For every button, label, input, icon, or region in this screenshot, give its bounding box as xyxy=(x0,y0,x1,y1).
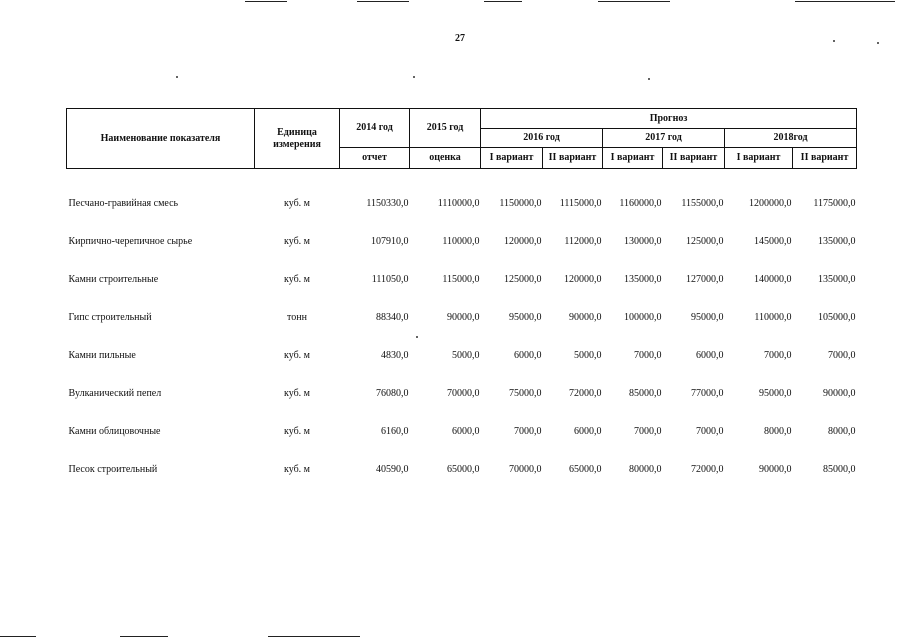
row-value-cell: 90000,0 xyxy=(759,463,792,475)
row-indicator-name: Песок строительный xyxy=(68,463,158,475)
row-value-cell: 40590,0 xyxy=(376,463,409,475)
row-value-cell: 88340,0 xyxy=(376,311,409,323)
row-indicator-name: Камни пильные xyxy=(68,349,136,361)
header-year-2015: 2015 год xyxy=(410,109,481,148)
row-indicator-name: Гипс строительный xyxy=(68,311,152,323)
header-forecast: Прогноз xyxy=(481,109,857,129)
row-value-cell: 72000,0 xyxy=(569,387,602,399)
row-value-cell: 8000,0 xyxy=(764,425,792,437)
scan-artifact-line xyxy=(268,636,360,637)
row-unit: куб. м xyxy=(283,387,310,399)
row-unit: куб. м xyxy=(283,349,310,361)
row-value-cell: 80000,0 xyxy=(629,463,662,475)
row-value-cell: 127000,0 xyxy=(686,273,724,285)
row-unit: куб. м xyxy=(283,235,310,247)
table-row xyxy=(67,298,857,336)
header-2018-variant-1: I вариант xyxy=(725,148,793,169)
row-value-cell: 110000,0 xyxy=(754,311,792,323)
row-value-cell: 1175000,0 xyxy=(813,197,856,209)
row-value-cell: 95000,0 xyxy=(691,311,724,323)
table-row xyxy=(67,374,857,412)
row-unit: куб. м xyxy=(283,197,310,209)
row-unit: куб. м xyxy=(283,273,310,285)
row-indicator-name: Камни облицовочные xyxy=(68,425,161,437)
header-estimate: оценка xyxy=(410,148,481,169)
row-value-cell: 7000,0 xyxy=(696,425,724,437)
row-value-cell: 95000,0 xyxy=(759,387,792,399)
row-value-cell: 100000,0 xyxy=(624,311,662,323)
row-unit: куб. м xyxy=(283,425,310,437)
header-year-2018: 2018год xyxy=(725,129,857,148)
row-value-cell: 105000,0 xyxy=(818,311,856,323)
scan-artifact-line xyxy=(484,1,522,2)
row-value-cell: 95000,0 xyxy=(509,311,542,323)
header-indicator-name: Наименование показателя xyxy=(67,109,255,169)
row-value-cell: 7000,0 xyxy=(634,349,662,361)
row-unit: тонн xyxy=(287,311,307,323)
row-value-cell: 135000,0 xyxy=(624,273,662,285)
row-value-cell: 8000,0 xyxy=(828,425,856,437)
row-value-cell: 6160,0 xyxy=(381,425,409,437)
row-value-cell: 135000,0 xyxy=(818,273,856,285)
row-value-cell: 7000,0 xyxy=(514,425,542,437)
row-value-cell: 7000,0 xyxy=(764,349,792,361)
row-value-cell: 107910,0 xyxy=(371,235,409,247)
header-2016-variant-1: I вариант xyxy=(481,148,543,169)
row-value-cell: 90000,0 xyxy=(823,387,856,399)
row-value-cell: 6000,0 xyxy=(452,425,480,437)
header-2017-variant-2: II вариант xyxy=(663,148,725,169)
row-value-cell: 130000,0 xyxy=(624,235,662,247)
table-row xyxy=(67,412,857,450)
row-value-cell: 120000,0 xyxy=(504,235,542,247)
table-row xyxy=(67,260,857,298)
header-unit: Единица измерения xyxy=(255,109,340,169)
row-value-cell: 85000,0 xyxy=(823,463,856,475)
row-unit: куб. м xyxy=(283,463,310,475)
scan-speck xyxy=(413,76,415,78)
row-value-cell: 1115000,0 xyxy=(559,197,602,209)
row-value-cell: 70000,0 xyxy=(447,387,480,399)
table-row xyxy=(67,450,857,488)
row-value-cell: 110000,0 xyxy=(442,235,480,247)
scan-artifact-line xyxy=(0,636,36,637)
row-value-cell: 115000,0 xyxy=(442,273,480,285)
row-value-cell: 112000,0 xyxy=(564,235,602,247)
indicators-table xyxy=(66,108,857,488)
row-value-cell: 77000,0 xyxy=(691,387,724,399)
row-value-cell: 111050,0 xyxy=(371,273,409,285)
row-value-cell: 6000,0 xyxy=(574,425,602,437)
row-value-cell: 70000,0 xyxy=(509,463,542,475)
row-value-cell: 7000,0 xyxy=(634,425,662,437)
row-value-cell: 1160000,0 xyxy=(619,197,662,209)
row-value-cell: 76080,0 xyxy=(376,387,409,399)
row-value-cell: 1110000,0 xyxy=(437,197,480,209)
header-year-2016: 2016 год xyxy=(481,129,603,148)
row-value-cell: 6000,0 xyxy=(514,349,542,361)
header-year-2014: 2014 год xyxy=(340,109,410,148)
row-value-cell: 145000,0 xyxy=(754,235,792,247)
row-value-cell: 6000,0 xyxy=(696,349,724,361)
table-row xyxy=(67,184,857,222)
row-value-cell: 125000,0 xyxy=(686,235,724,247)
scan-artifact-line xyxy=(357,1,409,2)
row-value-cell: 65000,0 xyxy=(569,463,602,475)
table-row xyxy=(67,336,857,374)
row-value-cell: 4830,0 xyxy=(381,349,409,361)
row-value-cell: 125000,0 xyxy=(504,273,542,285)
row-value-cell: 90000,0 xyxy=(569,311,602,323)
row-indicator-name: Камни строительные xyxy=(68,273,159,285)
scan-artifact-line xyxy=(598,1,670,2)
table-body xyxy=(67,169,857,489)
scan-artifact-line xyxy=(795,1,895,2)
row-value-cell: 140000,0 xyxy=(754,273,792,285)
row-value-cell: 65000,0 xyxy=(447,463,480,475)
row-indicator-name: Песчано-гравийная смесь xyxy=(68,197,179,209)
row-value-cell: 1150000,0 xyxy=(499,197,542,209)
header-2018-variant-2: II вариант xyxy=(793,148,857,169)
header-2017-variant-1: I вариант xyxy=(603,148,663,169)
header-2016-variant-2: II вариант xyxy=(543,148,603,169)
row-value-cell: 1155000,0 xyxy=(681,197,724,209)
row-value-cell: 7000,0 xyxy=(828,349,856,361)
page-number: 27 xyxy=(455,33,465,44)
scan-speck xyxy=(648,78,650,80)
header-year-2017: 2017 год xyxy=(603,129,725,148)
row-value-cell: 5000,0 xyxy=(574,349,602,361)
row-value-cell: 135000,0 xyxy=(818,235,856,247)
scan-artifact-line xyxy=(120,636,168,637)
row-value-cell: 85000,0 xyxy=(629,387,662,399)
scan-speck xyxy=(176,76,178,78)
row-value-cell: 72000,0 xyxy=(691,463,724,475)
row-indicator-name: Кирпично-черепичное сырье xyxy=(68,235,193,247)
scan-artifact-line xyxy=(245,1,287,2)
row-indicator-name: Вулканический пепел xyxy=(68,387,162,399)
row-value-cell: 5000,0 xyxy=(452,349,480,361)
row-value-cell: 120000,0 xyxy=(564,273,602,285)
header-report: отчет xyxy=(340,148,410,169)
row-value-cell: 75000,0 xyxy=(509,387,542,399)
row-value-cell: 90000,0 xyxy=(447,311,480,323)
row-value-cell: 1200000,0 xyxy=(749,197,792,209)
table-row xyxy=(67,222,857,260)
row-value-cell: 1150330,0 xyxy=(366,197,409,209)
